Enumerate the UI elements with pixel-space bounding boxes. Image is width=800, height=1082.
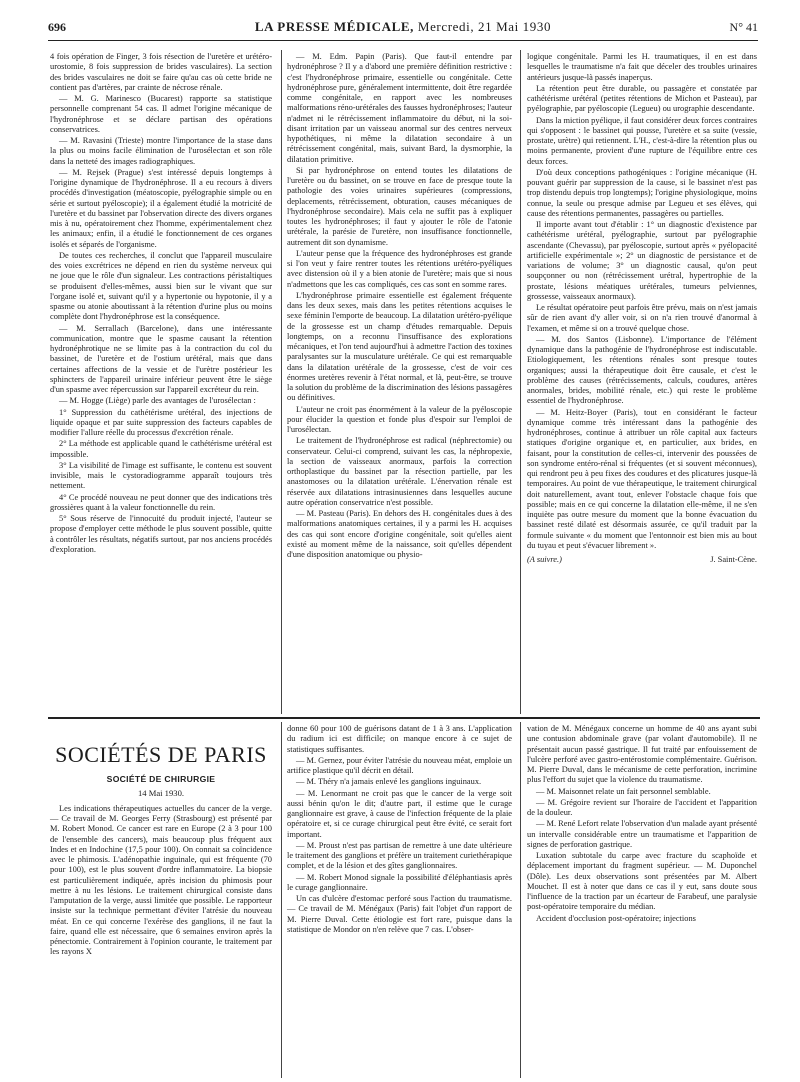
page-number: 696 bbox=[48, 20, 66, 34]
page-header bbox=[48, 18, 758, 41]
paragraph: — M. Gernez, pour éviter l'atrésie du nouveau méat, emploie un artifice plastique qu'il décrit en détail. bbox=[287, 755, 512, 775]
paragraph: D'où deux conceptions pathogéniques : l'origine mécanique (H. pouvant guérir par suppression de la cause, si le bassinet n'est pas trop distendu depuis trop longtemps); l'origine physiologique, moins connue, la seule ou presque admise par Legueu et ses élèves, qui cause des rétentions permanentes, passagères ou partielles. bbox=[527, 167, 757, 218]
column-rule bbox=[520, 50, 521, 714]
paragraph: 4 fois opération de Finger, 3 fois résection de l'uretère et urétéro-urostomie, 8 fois suppression de brides vasculaires). La section des brides vasculaires ne doit se faire qu'au cas où cette bride ne contient pas d'artères, par crainte de nécrose rénale. bbox=[50, 52, 272, 92]
paragraph: — M. Ravasini (Trieste) montre l'importance de la stase dans la plus ou moins facile élimination de l'urosélectan et son rôle dans la netteté des images radiographiques. bbox=[50, 136, 272, 166]
author-signature: J. Saint-Cène. bbox=[710, 555, 757, 564]
issue-date: Mercredi, 21 Mai 1930 bbox=[417, 19, 552, 34]
paragraph: 2° La méthode est applicable quand le cathétérisme urétéral est impossible. bbox=[50, 439, 272, 459]
column-rule bbox=[281, 722, 282, 1078]
section-separator bbox=[48, 717, 760, 719]
column-2 bbox=[287, 52, 512, 712]
paragraph: — M. Rejsek (Prague) s'est intéressé depuis longtemps à l'origine dynamique de l'hydronéphrose. Il a eu recours à divers procédés d'investigation (méatoscopie, pyélographie simple ou en série et surtout pyéloscopie); il a également étudié la motricité de l'uretère et du bassinet par l'observation directe des divers organes mis à nu, opératoirement chez l'homme, expérimentalement chez les animaux; enfin, il a étudié le fonctionnement de ces organes isolés et séparés de l'organisme. bbox=[50, 167, 272, 249]
paragraph: — M. dos Santos (Lisbonne). L'importance de l'élément dynamique dans la pathogénie de l'hydronéphrose est indiscutable. Etiologiquement, les rétentions rénales sont presque toutes organiques; aussi la thérapeutique doit être causale, et c'est le problème des causes (rétrécissements, calculs, coudures, artères anormales, brides, mobilité rénale, etc.) qui reste le problème essentiel de l'hydronéphrose. bbox=[527, 334, 757, 406]
society-name: SOCIÉTÉ DE CHIRURGIE bbox=[106, 774, 216, 785]
paragraph: donne 60 pour 100 de guérisons datant de 1 à 3 ans. L'application du radium ici est difficile; on manque encore à ce sujet de statistiques suffisantes. bbox=[287, 724, 512, 754]
bottom-column-3 bbox=[527, 724, 757, 1076]
paragraph: Le traitement de l'hydronéphrose est radical (néphrectomie) ou conservateur. Celui-ci comprend, suivant les cas, la néphropexie, la section de vaisseaux anormaux, parfois la correction orthoplastique du bassinet par la résection partielle, par les anastomoses ou la dilatation urétérale. L'énervation rénale est réservée aux dilatations intrasinusiennes dans lesquelles aucune autre opération conservatrice n'est possible. bbox=[287, 436, 512, 507]
paragraph: Accident d'occlusion post-opératoire; injections bbox=[536, 913, 696, 923]
journal-name: LA PRESSE MÉDICALE, bbox=[254, 19, 415, 34]
paragraph: — M. Maisonnet relate un fait personnel semblable. bbox=[536, 786, 711, 796]
paragraph: L'hydronéphrose primaire essentielle est également fréquente dans les deux sexes, mais dans les petites rétentions acquises le sexe féminin l'emporte de beaucoup. La dilatation urétéro-pyélique de la grossesse est un champ d'études remarquable. Depuis longtemps, on a reconnu l'insuffisance des explorations mécaniques, et l'on tend aujourd'hui à admettre l'action des toxines paralysantes sur la musculature urétérale. Ce qui est remarquable dans la dilatation urétérale de la grossesse, c'est de voir ces énormes uretères revenir à l'état normal, et là, peut-être, se trouve la solution du problème de la discrimination des lésions passagères ou définitives. bbox=[287, 290, 512, 403]
paragraph: — M. Hogge (Liège) parle des avantages de l'urosélectan : bbox=[59, 396, 256, 406]
paragraph: — M. Proust n'est pas partisan de remettre à une date ultérieure le traitement des ganglions et préfère un traitement curiethérapique complet, et de la lésion et des gîtes ganglionnaires. bbox=[287, 840, 512, 871]
paragraph: Le résultat opératoire peut parfois être prévu, mais on n'est jamais sûr de rien avant d'y aller voir, si on n'a rien trouvé d'anormal à l'examen, et même si on a trouvé quelque chose. bbox=[527, 303, 757, 333]
paragraph: Dans la miction pyélique, il faut considérer deux forces contraires qui s'opposent : le bassinet qui pousse, l'uretère et sa suite (vessie, prostate, urètre) qui retiennent. L'H., c'est-à-dire la rétention plus ou moins permanente, provient d'une rupture de l'équilibre entre ces deux forces. bbox=[527, 115, 757, 166]
paragraph: — M. René Lefort relate l'observation d'un malade ayant présenté un intervalle considérable entre un traumatisme et l'apparition de signes de perforation gastrique. bbox=[527, 819, 757, 849]
signature bbox=[527, 555, 757, 565]
paragraph: 4° Ce procédé nouveau ne peut donner que des indications très grossières quant à la valeur fonctionnelle du rein. bbox=[50, 492, 272, 512]
bottom-column-2 bbox=[287, 724, 512, 1076]
column-1 bbox=[50, 52, 272, 712]
paragraph: logique congénitale. Parmi les H. traumatiques, il en est dans lesquelles le traumatisme n'a fait que déceler des troubles urinaires antérieurs jusque-là passés inaperçus. bbox=[527, 52, 757, 82]
paragraph: — M. G. Marinesco (Bucarest) rapporte sa statistique personnelle comprenant 54 cas. Il admet l'origine mécanique de l'hydronéphrose et se déclare partisan des opérations conservatrices. bbox=[50, 94, 272, 134]
bottom-column-1 bbox=[50, 724, 272, 1076]
paragraph: 5° Sous réserve de l'innocuité du produit injecté, l'auteur se propose d'employer cette méthode le plus souvent possible, quitte à contrôler les résultats, négatifs surtout, par nos anciens procédés d'exploration. bbox=[50, 514, 272, 554]
paragraph: L'auteur pense que la fréquence des hydronéphroses est grande si l'on veut y faire rentrer toutes les rétentions urétéro-pyéliques avec distension où il y a bien atonie de l'uretère; mais que si nous n'admettons que les cas compliqués, ces cas sont en somme rares. bbox=[287, 248, 512, 289]
column-3 bbox=[527, 52, 757, 712]
paragraph: De toutes ces recherches, il conclut que l'appareil musculaire des voies excrétrices ne dépend en rien du système nerveux qui ne joue que le rôle d'un signaleur. Les contractions péristaltiques se produisent d'elles-mêmes, aussi bien sur le vivant que sur l'organe isolé et, suivant qu'il y a hypertonie ou hypotonie, il y a spasme ou atonie aboutissant à la rétention d'urine plus ou moins complète dont l'hydronéphrose est la conséquence. bbox=[50, 250, 272, 322]
paragraph: — M. Pasteau (Paris). En dehors des H. congénitales dues à des malformations anatomiques certaines, il y a parmi les H. acquises des cas qui sont encore d'origine congénitale, soit qu'elles aient existé au moment même de la naissance, soit qu'elles dépendent d'une disposition anatomique ou physio- bbox=[287, 509, 512, 559]
paragraph: — M. Grégoire revient sur l'horaire de l'accident et l'apparition de la douleur. bbox=[527, 797, 757, 817]
column-rule bbox=[520, 722, 521, 1078]
paragraph: vation de M. Ménégaux concerne un homme de 40 ans ayant subi une contusion abdominale grave (par volant d'automobile). Il ne présentait aucun passé gastrique. Il fut traité par enfouissement de l'ulcère perforé avec gastro-entérostomie complémentaire. Guérison. M. Pierre Duval, dans le mécanisme de cette perforation, incrimine plus l'effort du sujet que la violence du traumatisme. bbox=[527, 724, 757, 785]
paragraph: Si par hydronéphrose on entend toutes les dilatations de l'uretère ou du bassinet, on se trouve en face de presque toute la pathologie des voies urinaires supérieures (compressions, deplacements, rétrécissement, obturation, causes mécaniques de l'hydronéphrose secondaire). Mais cela ne suffit pas à expliquer toutes les hydronéphroses; il faut y ajouter le rôle de l'atonie urétérale, la parésie de l'uretère, non insuffisance fonctionnelle, autrement dit son dynamisme. bbox=[287, 165, 512, 247]
section-title: SOCIÉTÉS DE PARIS bbox=[55, 742, 267, 767]
paragraph: La rétention peut être durable, ou passagère et constatée par cathétérisme urétéral (petites rétentions de Michon et Pasteau), par pyélographie, par pyéloscopie (Legueu) ou urographie descendante. bbox=[527, 83, 757, 114]
issue-number: N° 41 bbox=[729, 20, 758, 34]
paragraph: — M. Robert Monod signale la possibilité d'éléphantiasis après le curage ganglionnaire. bbox=[287, 872, 512, 892]
paragraph: L'auteur ne croit pas énormément à la valeur de la pyéloscopie pour élucider la question et fonde plus d'espoir sur l'emploi de l'urosélectan. bbox=[287, 404, 512, 434]
paragraph: — M. Edm. Papin (Paris). Que faut-il entendre par hydronéphrose ? Il y a d'abord une première définition restrictive : c'est l'hydronéphrose primaire, essentielle ou congénitale. Cette hydronéphrose pure, généralement intermittente, doit être regardée comme congénitale, en rapport avec les nombreuses malformations réno-urétérales des fausses hydronéphroses; l'auteur n'admet ni le rétrécissement inflammatoire du début, ni la soi-disant irritation par un vaisseau anormal sur des centres nerveux hypothétiques, ni même la dilatation secondaire à un rétrécissement congénital, mais, suivant Bard, la dysmorphie, la dilatation primitive. bbox=[287, 52, 513, 164]
session-date: 14 Mai 1930. bbox=[137, 787, 185, 798]
paragraph: — M. Serrallach (Barcelone), dans une intéressante communication, montre que le spasme causant la rétention hydronéphrotique ne se limite pas à la contraction du col du bassinet, de l'uretère et de l'ostium urétéral, mais que dans certaines affections de la vessie et de l'urètre postérieur les sphincters de l'appareil urinaire inférieur peuvent être le siège d'un spasme avec répercussion sur l'appareil excréteur du rein. bbox=[50, 323, 272, 394]
paragraph: 1° Suppression du cathétérisme urétéral, des injections de liquide opaque et par suite suppression des facteurs capables de modifier l'allure réelle du processus d'excrétion rénale. bbox=[50, 407, 272, 437]
paragraph: Luxation subtotale du carpe avec fracture du scaphoïde et déplacement important du fragment supérieur. — M. Duponchel (Dôle). Les deux observations sont présentées par M. Albert Mouchet. Il est à noter que dans ce cas il y eut, sans doute sous l'influence de la traction par un écarteur de Farabeuf, une paralysie post-opératoire temporaire du médian. bbox=[527, 851, 757, 912]
paragraph: Un cas d'ulcère d'estomac perforé sous l'action du traumatisme. — Ce travail de M. Ménégaux (Paris) fait l'objet d'un rapport de M. Pierre Duval. Cette étiologie est fort rare, puisque dans la statistique de Mondor on n'en relève que 7 cas. L'obser- bbox=[287, 894, 512, 934]
column-rule bbox=[281, 50, 282, 714]
journal-title bbox=[48, 19, 758, 35]
paragraph: — M. Heitz-Boyer (Paris), tout en considérant le facteur dynamique comme très intéressant dans la pathogénie des hydronéphroses, continue à attribuer un rôle capital aux facteurs statiques d'origine organique et, en particulier, aux brides, en faisant, pour la constitution de celles-ci, intervenir des poussées de son syndrome entéro-rénal si fréquentes (et si souvent méconnues), qui rendront peu à peu fixes des coudures et des plicatures jusque-là temporaires. Au point de vue thérapeutique, le traitement chirurgical doit naturellement, avant tout, enlever l'obstacle chaque fois que possible; mais en ce qui concerne la dilatation elle-même, il ne s'en inquiète pas outre mesure du moment que la bonne évacuation du bassinet resté dilaté est désormais assurée, ce qu'il traduit par la formule suivante « du moment que l'entonnoir est bien mis au bout du tuyau et peut s'évacuer librement ». bbox=[527, 407, 757, 550]
paragraph: — M. Théry n'a jamais enlevé les ganglions inguinaux. bbox=[296, 777, 482, 787]
paragraph: 3° La visibilité de l'image est suffisante, le contenu est souvent invisible, mais le cystoradiogramme apparaît toujours très nettement. bbox=[50, 460, 272, 491]
to-be-continued: (A suivre.) bbox=[527, 555, 562, 564]
paragraph: Les indications thérapeutiques actuelles du cancer de la verge. — Ce travail de M. Georges Ferry (Strasbourg) est présenté par M. Robert Monod. Ce cancer est rare en Europe (2 à 3 pour 100 de l'ensemble des cancers), mais beaucoup plus fréquent aux Indes et en Indochine (17,5 pour 100). On connait sa coïncidence avec le phimosis. L'adénopathie inguinale, qui est fréquente (70 pour 100), est le plus souvent d'ordre inflammatoire. La biopsie est particulièrement indiquée, après incision du phimosis pour mettre à nu les lésions. Le traitement chirurgical consiste dans l'amputation de la verge, aussi limitée que possible. Le rapporteur insiste sur la technique permettant d'éviter l'atrésie du nouveau méat. En ce qui concerne l'exérèse des ganglions, il ne faut la faire, quand elle est nécessaire, que 6 semaines environ après la pénectomie. Contrairement à l'opinion courante, le traitement par les rayons X bbox=[50, 803, 272, 957]
paragraph: — M. Lenormant ne croit pas que le cancer de la verge soit aussi bénin qu'on le dit; d'autre part, il estime que le curage ganglionnaire est grave, à cause de l'infection fréquente de la plaie opératoire et, si ce curage chirurgical peut être évité, ce serait fort important. bbox=[287, 788, 512, 839]
paragraph: Il importe avant tout d'établir : 1° un diagnostic d'existence par cathétérisme urétéral, pyélographie, surtout par pyélographie ascendante (Chevassu), par pyéloscopie, surtout après « pyélopacité artificielle expérimentale »; 2° un diagnostic de persistance et de variations de volume; 3° un diagnostic causal, qu'on peut soupçonner ou non (rétrécissement urétral, hypertrophie de la prostate, lésions méatiques urétérales, tumeurs pelviennes, grossesse, vaisseaux anormaux). bbox=[527, 220, 757, 301]
